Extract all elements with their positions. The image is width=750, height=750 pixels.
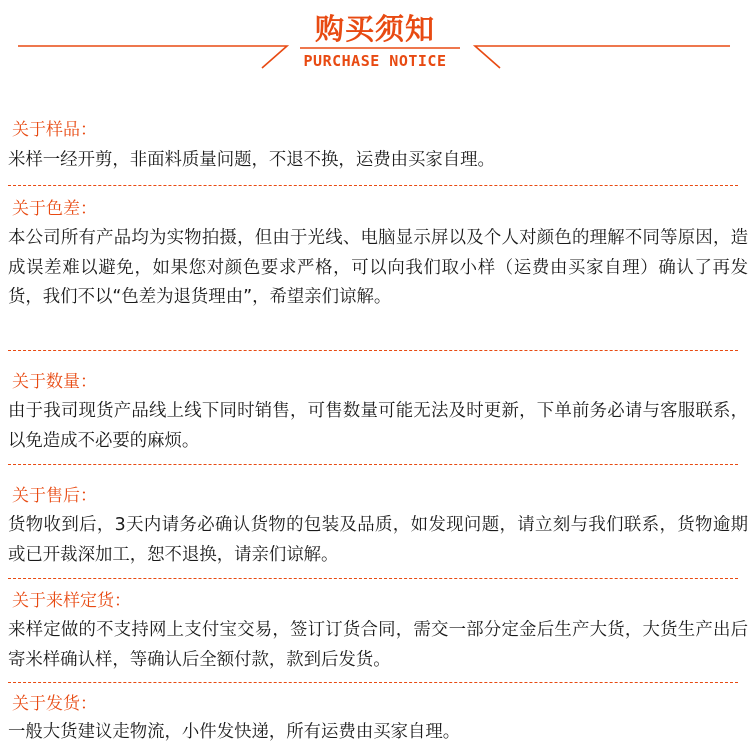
section-heading: 关于样品： [12, 120, 97, 140]
section-body: 米样一经开剪，非面料质量问题，不退不换，运费由买家自理。 [8, 150, 495, 170]
section-heading: 关于售后： [12, 486, 97, 506]
section-body: 一般大货建议走物流，小件发快递，所有运费由买家自理。 [8, 722, 461, 742]
page-subtitle: PURCHASE NOTICE [303, 52, 447, 70]
section-divider [8, 464, 738, 465]
section-body: 由于我司现货产品线上线下同时销售，可售数量可能无法及时更新，下单前务必请与客服联系，以免造成不必要的麻烦。 [8, 401, 748, 451]
section-divider [8, 578, 738, 579]
section-divider [8, 185, 738, 186]
section-heading: 关于色差： [12, 199, 97, 219]
section-divider [8, 350, 738, 351]
page-header [0, 0, 750, 80]
section-body: 货物收到后，3天内请务必确认货物的包装及品质，如发现问题，请立刻与我们联系，货物逾期或已开裁深加工，恕不退换，请亲们谅解。 [8, 515, 748, 565]
section-divider [8, 682, 738, 683]
section-body: 本公司所有产品均为实物拍摄，但由于光线、电脑显示屏以及个人对颜色的理解不同等原因，造成误差难以避免，如果您对颜色要求严格，可以向我们取小样（运费由买家自理）确认了再发货，我们不以“色差为退货理由”，希望亲们谅解。 [8, 228, 748, 307]
section-heading: 关于数量： [12, 372, 97, 392]
section-heading: 关于发货： [12, 694, 97, 714]
section-body: 来样定做的不支持网上支付宝交易，签订订货合同，需交一部分定金后生产大货，大货生产出后寄米样确认样，等确认后全额付款，款到后发货。 [8, 620, 748, 670]
section-heading: 关于来样定货： [12, 591, 131, 611]
page-title: 购买须知 [314, 12, 435, 46]
